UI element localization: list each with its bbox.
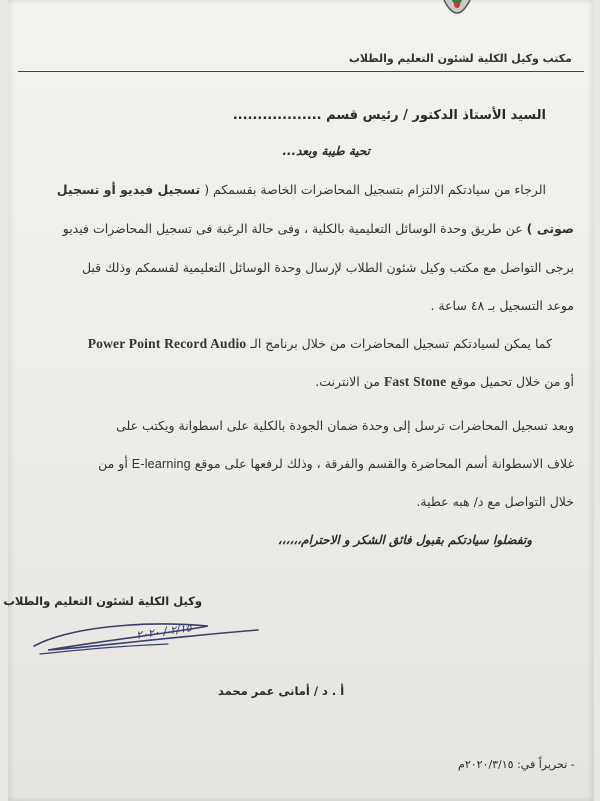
paragraph-1-line-3: برجى التواصل مع مكتب وكيل شئون الطلاب لإرسال وحدة الوسائل التعليمية لقسمكم وذلك قبل (81, 260, 574, 275)
signature-title: وكيل الكلية لشئون التعليم والطلاب (3, 594, 202, 608)
paragraph-3-line-2: غلاف الاسطوانة أسم المحاضرة والقسم والفرقة ، وذلك لرفعها على موقع E-learning أو من (98, 456, 574, 471)
paragraph-1-line-2: صوتى ) عن طريق وحدة الوسائل التعليمية بالكلية ، وفى حالة الرغبة فى تسجيل المحاضرات فيديو (62, 221, 574, 236)
signatory-name: أ . د / أمانى عمر محمد (218, 684, 345, 698)
paragraph-1-line-4: موعد التسجيل بـ ٤٨ ساعة . (430, 298, 574, 313)
addressee-line: السيد الأستاذ الدكتور / رئيس قسم .................. (232, 108, 546, 123)
header-divider (18, 71, 584, 72)
fast-stone-name: Fast Stone (383, 374, 447, 389)
paragraph-3-line-3: خلال التواصل مع د/ هبه عطية. (416, 494, 574, 509)
elearning-site-name: E-learning (131, 457, 191, 471)
faculty-logo (440, 0, 474, 22)
office-header: مكتب وكيل الكلية لشئون التعليم والطلاب (348, 52, 572, 65)
letter-page (3, 0, 594, 801)
greeting: تحية طيبة وبعد... (282, 144, 370, 158)
powerpoint-app-name: Power Point Record Audio (87, 336, 247, 351)
issue-date: - تحريراً في: ٢٠٢٠/٣/١٥م (458, 758, 575, 771)
closing-remark: وتفضلوا سيادتكم بقبول فائق الشكر و الاحترام،،،،،، (277, 533, 532, 547)
paragraph-1-line-1: الرجاء من سيادتكم الالتزام بتسجيل المحاضرات الخاصة بقسمكم ( تسجيل فيديو أو تسجيل (56, 182, 546, 197)
paragraph-3-line-1: وبعد تسجيل المحاضرات ترسل إلى وحدة ضمان الجودة بالكلية على اسطوانة ويكتب على (116, 418, 574, 433)
handwritten-date: ٢/١٥ / ٢٠٢٠ (135, 621, 193, 642)
paragraph-2-line-2: أو من خلال تحميل موقع Fast Stone من الانترنت. (315, 374, 574, 389)
handwritten-signature (28, 610, 268, 680)
paragraph-2-line-1: كما يمكن لسيادتكم تسجيل المحاضرات من خلال برنامج الـ Power Point Record Audio (87, 336, 552, 351)
